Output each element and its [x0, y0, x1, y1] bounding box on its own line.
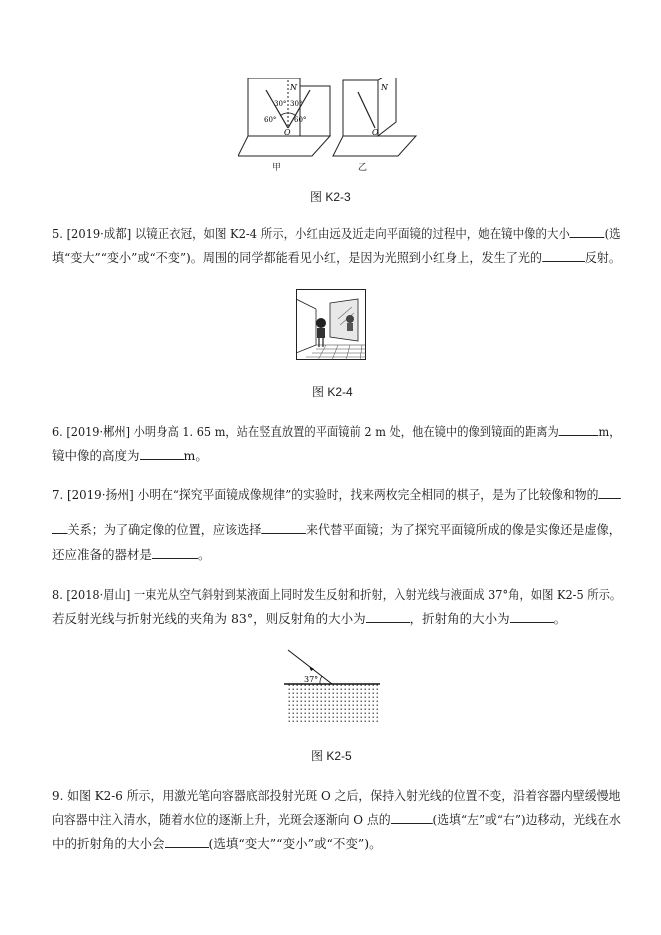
q6-line-1: [52, 424, 621, 440]
figure-caption-k2-3: 图 K2-3: [310, 190, 351, 204]
q8-line-1: [52, 587, 621, 603]
q5-text-1b: (选: [604, 226, 621, 241]
q9-line-3: [52, 836, 382, 852]
q7-text-2c: 来代替平面镜；为了探究平面镜所成的像是实像还是虚像，: [305, 522, 621, 537]
n-label-right: N: [381, 83, 388, 92]
angle-30-right: 30°: [290, 100, 303, 108]
q5-blank-2[interactable]: [542, 250, 585, 262]
q8-text-2a: 若反射光线与折射光线的夹角为 83°，则反射角的大小为: [52, 611, 366, 626]
angle-60-left: 60°: [264, 116, 277, 124]
q6-text-2a: 镜中像的高度为: [52, 448, 140, 463]
q7-blank-1b[interactable]: [52, 522, 68, 534]
q7-blank-2[interactable]: [261, 522, 306, 534]
q8-text-2b: ，折射角的大小为: [409, 611, 510, 626]
q5-blank-1[interactable]: [570, 226, 605, 238]
angle-60-right: 60°: [294, 116, 307, 124]
figure-k2-3-left: [238, 78, 330, 156]
q7-line-3: [52, 547, 211, 563]
q6-line-2: [52, 448, 208, 464]
q9-line-1: [52, 788, 620, 804]
q5-line-2: [52, 250, 621, 266]
o-label-right: O: [372, 128, 379, 137]
q5-text-2b: 反射。: [584, 250, 622, 265]
q6-blank-1[interactable]: [559, 424, 599, 436]
q5-line-1: [52, 226, 621, 242]
figure-k2-3-right: [333, 78, 416, 156]
figure-k2-5: [284, 648, 380, 723]
q7-text-3a: 还应准备的器材是: [52, 547, 153, 562]
figure-caption-k2-5: 图 K2-5: [311, 749, 352, 763]
q8-text-2c: 。: [553, 611, 567, 626]
q9-blank-2[interactable]: [165, 836, 209, 848]
q8-text-1a: 8. [2018·眉山] 一束光从空气斜射到某液面上同时发生反射和折射，入射光线与液面成 37°角，如图 K2-5 所示。: [52, 587, 622, 602]
q6-text-2b: m。: [183, 448, 208, 463]
q7-blank-3[interactable]: [152, 547, 198, 559]
q7-text-3b: 。: [198, 547, 211, 562]
q6-blank-2[interactable]: [140, 448, 184, 460]
q8-blank-2[interactable]: [510, 611, 554, 623]
figure-caption-k2-4: 图 K2-4: [312, 385, 353, 399]
angle-30-left: 30°: [274, 100, 287, 108]
q9-text-3a: 中的折射角的大小会: [52, 836, 165, 851]
n-label-left: N: [290, 83, 297, 92]
q9-blank-1[interactable]: [391, 812, 433, 824]
q9-text-2a: 向容器中注入清水，随着水位的逐渐上升，光斑会逐渐向 O 点的: [52, 812, 391, 827]
q5-text-2a: 填“变大”“变小”或“不变”)。周围的同学都能看见小红，是因为光照到小红身上，发生了光的: [52, 250, 543, 265]
q7-line-2: [52, 522, 621, 538]
q8-line-2: [52, 611, 566, 627]
q9-text-2b: (选填“左”或“右”)边移动，光线在水: [432, 812, 621, 827]
figure-k2-3: [238, 78, 418, 173]
q9-text-1a: 9. 如图 K2-6 所示，用激光笔向容器底部投射光斑 O 之后，保持入射光线的位置不变，沿着容器内壁缓慢地: [52, 788, 621, 803]
figure-k2-4: [296, 289, 366, 360]
figure-label-yi: 乙: [358, 162, 368, 172]
q7-text-2b: 关系；为了确定像的位置，应该选择: [67, 522, 262, 537]
q9-text-3b: (选填“变大”“变小”或“不变”)。: [208, 836, 382, 851]
o-label-left: O: [284, 128, 291, 137]
q6-text-1b: m，: [598, 424, 621, 439]
q7-line-1: [52, 487, 621, 503]
figure-label-jia: 甲: [272, 162, 282, 172]
q8-blank-1[interactable]: [366, 611, 410, 623]
q5-text-1a: 5. [2019·成都] 以镜正衣冠，如图 K2-4 所示，小红由远及近走向平面镜的过程中，她在镜中像的大小: [52, 226, 570, 241]
angle-37-label: 37°: [304, 675, 319, 684]
q7-blank-1a[interactable]: [598, 487, 621, 499]
q9-line-2: [52, 812, 621, 828]
q7-text-1a: 7. [2019·扬州] 小明在“探究平面镜成像规律”的实验时，找来两枚完全相同的棋子，是为了比较像和物的: [52, 487, 599, 502]
q6-text-1a: 6. [2019·郴州] 小明身高 1. 65 m，站在竖直放置的平面镜前 2 m 处，他在镜中的像到镜面的距离为: [52, 424, 559, 439]
